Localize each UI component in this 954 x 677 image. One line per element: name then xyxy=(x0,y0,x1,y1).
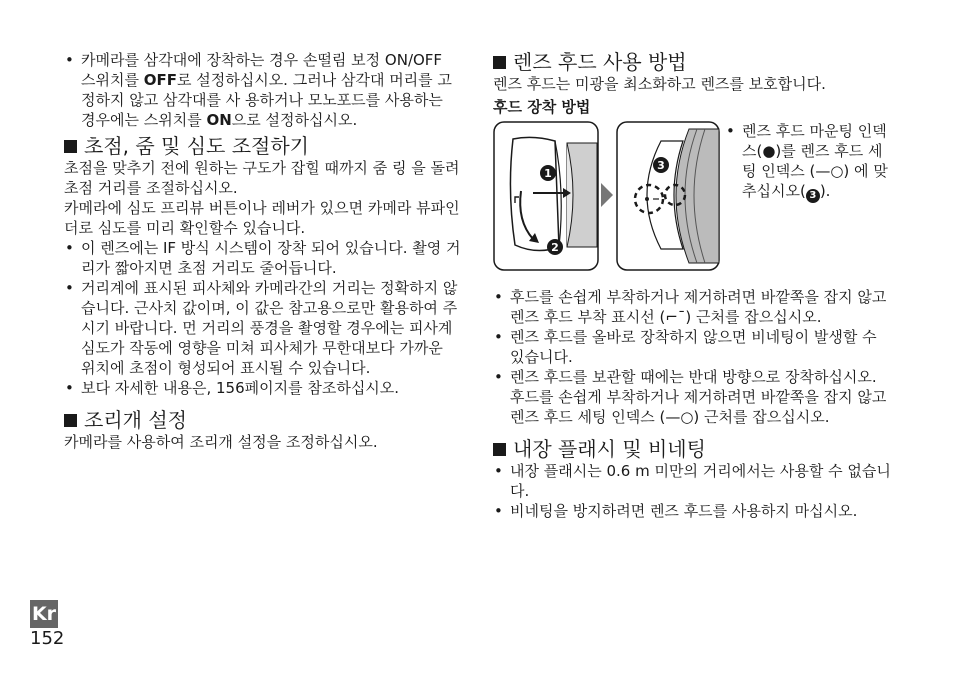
tripod-vr-text-after: 으로 설정하십시오. xyxy=(231,111,358,129)
hood-align-note-end: ). xyxy=(819,182,831,200)
flash-vignetting-title-text: 내장 플래시 및 비네팅 xyxy=(513,437,706,461)
step-3-badge-icon: 3 xyxy=(806,189,820,203)
list-item: • 비네팅을 방지하려면 렌즈 후드를 사용하지 마십시오. xyxy=(493,501,893,521)
list-item: • 거리계에 표시된 피사체와 카메라간의 거리는 정확하지 않습니다. 근사치 값이며, 이 값은 참고용으로만 활용하여 주시기 바랍니다. 먼 거리의 풍경을 촬영할 경우에는 피사계 심도가 작동에 영향을 미쳐 피사체가 무한대보다 가까운 위치에 초점이 형성되어 표시될 수 있습니다. xyxy=(64,278,462,378)
hood-illustration-svg xyxy=(493,121,721,273)
step-3-label: 3 xyxy=(657,159,665,172)
tripod-vr-bullet xyxy=(64,50,462,130)
flash-vignetting-section-title xyxy=(493,437,893,461)
hood-figure-row xyxy=(493,121,893,281)
focus-zoom-bullet-list xyxy=(64,238,462,398)
tripod-vr-text-middle: 로 설정하십시오. 그러나 삼각대 머리를 고정하지 않고 삼각대를 사 용하거나 모노포드를 사용하는 경우에는 스위치를 xyxy=(81,71,452,129)
step-1-label: 1 xyxy=(544,167,552,180)
on-switch-word: ON xyxy=(206,111,232,129)
aperture-para: 카메라를 사용하여 조리개 설정을 조정하십시오. xyxy=(64,433,378,451)
aperture-section-title xyxy=(64,408,462,432)
section-square-icon xyxy=(493,56,506,69)
list-item: • 렌즈 후드를 올바로 장착하지 않으면 비네팅이 발생할 수 있습니다. xyxy=(493,327,893,367)
off-switch-word: OFF xyxy=(143,71,177,89)
focus-zoom-title-text: 초점, 줌 및 심도 조절하기 xyxy=(84,134,309,158)
section-square-icon xyxy=(64,140,77,153)
lens-hood-bullet-list xyxy=(493,287,893,427)
list-item: • 보다 자세한 내용은, 156페이지를 참조하십시오. xyxy=(64,378,462,398)
right-column xyxy=(493,50,893,521)
list-item: • 이 렌즈에는 IF 방식 시스템이 장착 되어 있습니다. 촬영 거리가 짧아지면 초점 거리도 줄어듭니다. xyxy=(64,238,462,278)
hood-align-note-text: 렌즈 후드 마운팅 인덱스(●)를 렌즈 후드 세팅 인덱스 (—○) 에 맞추십시오( xyxy=(742,122,888,200)
section-square-icon xyxy=(64,414,77,427)
lens-hood-section-title xyxy=(493,50,893,74)
focus-zoom-section-title xyxy=(64,134,462,158)
lens-hood-title-text: 렌즈 후드 사용 방법 xyxy=(513,50,687,74)
step-2-label: 2 xyxy=(551,241,559,254)
list-item: • 렌즈 후드를 보관할 때에는 반대 방향으로 장착하십시오. 후드를 손쉽게 부착하거나 제거하려면 바깥쪽을 잡지 않고 렌즈 후드 세팅 인덱스 (—○) 근처를 잡으십시오. xyxy=(493,367,893,427)
lens-hood-para: 렌즈 후드는 미광을 최소화하고 렌즈를 보호합니다. xyxy=(493,75,826,93)
list-item: • 후드를 손쉽게 부착하거나 제거하려면 바깥쪽을 잡지 않고 렌즈 후드 부착 표시선 (⌐¯) 근처를 잡으십시오. xyxy=(493,287,893,327)
page-number: 152 xyxy=(30,628,65,649)
left-column xyxy=(64,50,462,452)
focus-zoom-para-2: 카메라에 심도 프리뷰 버튼이나 레버가 있으면 카메라 뷰파인더로 심도를 미리 확인할수 있습니다. xyxy=(64,199,460,237)
hood-align-note xyxy=(725,121,893,203)
tripod-vr-text-before: 카메라를 삼각대에 장착하는 경우 손떨림 보정 ON/OFF 스위치를 xyxy=(81,51,443,89)
focus-zoom-para-1: 초점을 맞추기 전에 원하는 구도가 잡힐 때까지 줌 링 을 돌려 초점 거리를 조절하십시오. xyxy=(64,159,460,197)
section-square-icon xyxy=(493,443,506,456)
language-tab: Kr xyxy=(30,600,58,628)
hood-attach-subtitle: 후드 장착 방법 xyxy=(493,98,591,116)
list-item: • 내장 플래시는 0.6 m 미만의 거리에서는 사용할 수 없습니다. xyxy=(493,461,893,501)
flash-vignetting-bullet-list xyxy=(493,461,893,521)
hood-align-note-list xyxy=(725,121,893,203)
tripod-bullet-list xyxy=(64,50,462,130)
aperture-title-text: 조리개 설정 xyxy=(84,408,187,432)
hood-attach-illustration xyxy=(493,121,721,273)
